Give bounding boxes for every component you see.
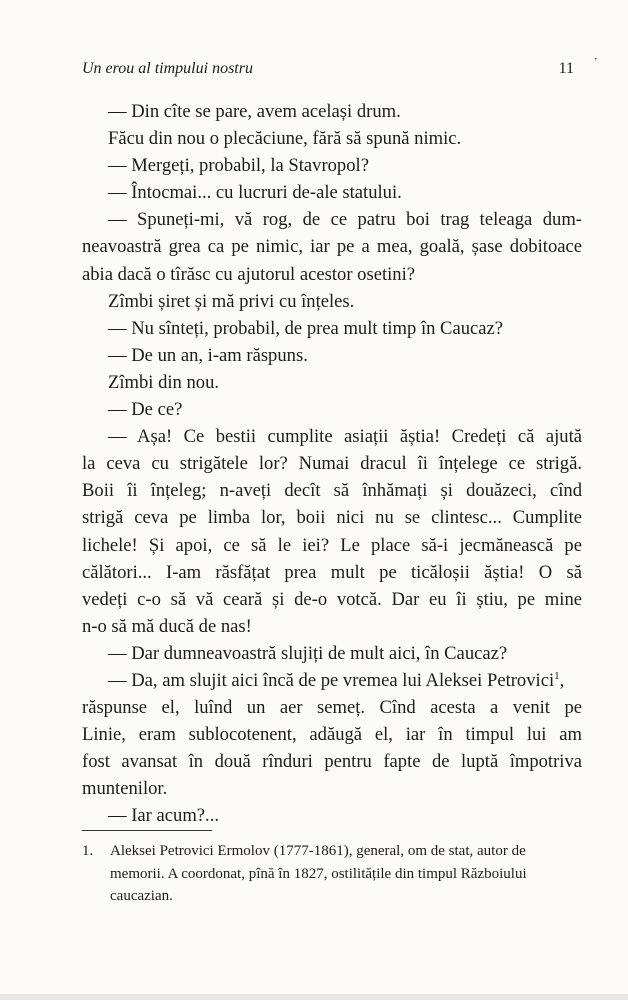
text-line: — De ce?: [108, 399, 183, 421]
page-header: [82, 56, 598, 84]
text-line: — De un an, i-am răspuns.: [108, 344, 308, 366]
text-line: abia dacă o tîrăsc cu ajutorul acestor osetini?: [82, 263, 415, 285]
text-line: — Iar acum?...: [108, 805, 219, 827]
text-line: — Mergeți, probabil, la Stavropol?: [108, 155, 369, 177]
text-line: — Așa! Ce bestii cumplite asiații ăștia! Credeți că ajută: [108, 426, 582, 448]
text-line: neavoastră grea ca pe nimic, iar pe a mea, goală, șase dobitoace: [82, 236, 582, 258]
punctuation: ,: [559, 669, 565, 691]
footnote-divider: [82, 830, 212, 831]
footnote-number: 1.: [82, 843, 94, 859]
footnote-reference[interactable]: 1: [554, 669, 560, 682]
footnote: [82, 840, 582, 908]
text-line: Zîmbi șiret și mă privi cu înțeles.: [108, 290, 355, 312]
page-bottom-edge: [0, 994, 628, 1000]
text-line: fost avansat în două rînduri pentru fapte de luptă împotriva: [82, 751, 582, 773]
text-line: Făcu din nou o plecăciune, fără să spună nimic.: [108, 128, 462, 150]
text-line: răspunse el, luînd un aer semeț. Cînd acesta a venit pe: [82, 697, 582, 719]
text-line-content: — Da, am slujit aici încă de pe vremea lui Aleksei Petrovici: [108, 669, 555, 691]
text-line: — Nu sînteți, probabil, de prea mult timp în Caucaz?: [108, 317, 504, 339]
text-line: Boii îi înțeleg; n-aveți decît să înhămați și douăzeci, cînd: [82, 480, 582, 502]
text-line: n-o să mă ducă de nas!: [82, 615, 252, 637]
text-line: călători... I-am răsfățat prea mult pe ticăloșii ăștia! O să: [82, 561, 582, 583]
text-line-with-footnote: [82, 667, 582, 694]
text-line: — Spuneți-mi, vă rog, de ce patru boi trag teleaga dum-: [108, 209, 582, 231]
running-title: Un erou al timpului nostru: [82, 60, 253, 77]
text-line: — Din cîte se pare, avem același drum.: [108, 101, 401, 122]
text-line: lichele! Și apoi, ce să le iei? Le place să-i jecmănească pe: [82, 534, 582, 556]
footnote-text: Aleksei Petrovici Ermolov (1777-1861), general, om de stat, autor de memorii. A coordonat, pînă în 1827, ostilitățile din timpul Războiului caucazian.: [110, 843, 527, 904]
text-line: strigă ceva pe limba lor, boii nici nu se clintesc... Cumplite: [82, 507, 582, 529]
page-mark: ˙: [593, 56, 598, 71]
text-line: muntenilor.: [82, 778, 168, 800]
text-line: la ceva cu strigătele lor? Numai dracul îi înțelege ce strigă.: [82, 453, 582, 475]
text-line: — Întocmai... cu lucruri de-ale statului.: [108, 182, 402, 204]
text-line: vedeți c-o să vă ceară și de-o votcă. Dar eu îi știu, pe mine: [82, 588, 582, 610]
text-line: — Dar dumneavoastră slujiți de mult aici, în Caucaz?: [108, 642, 508, 664]
page-number: 11: [558, 60, 574, 77]
text-line: Zîmbi din nou.: [108, 371, 220, 393]
text-line: Linie, eram sublocotenent, adăugă el, iar în timpul lui am: [82, 724, 582, 746]
body-text: [82, 98, 582, 830]
